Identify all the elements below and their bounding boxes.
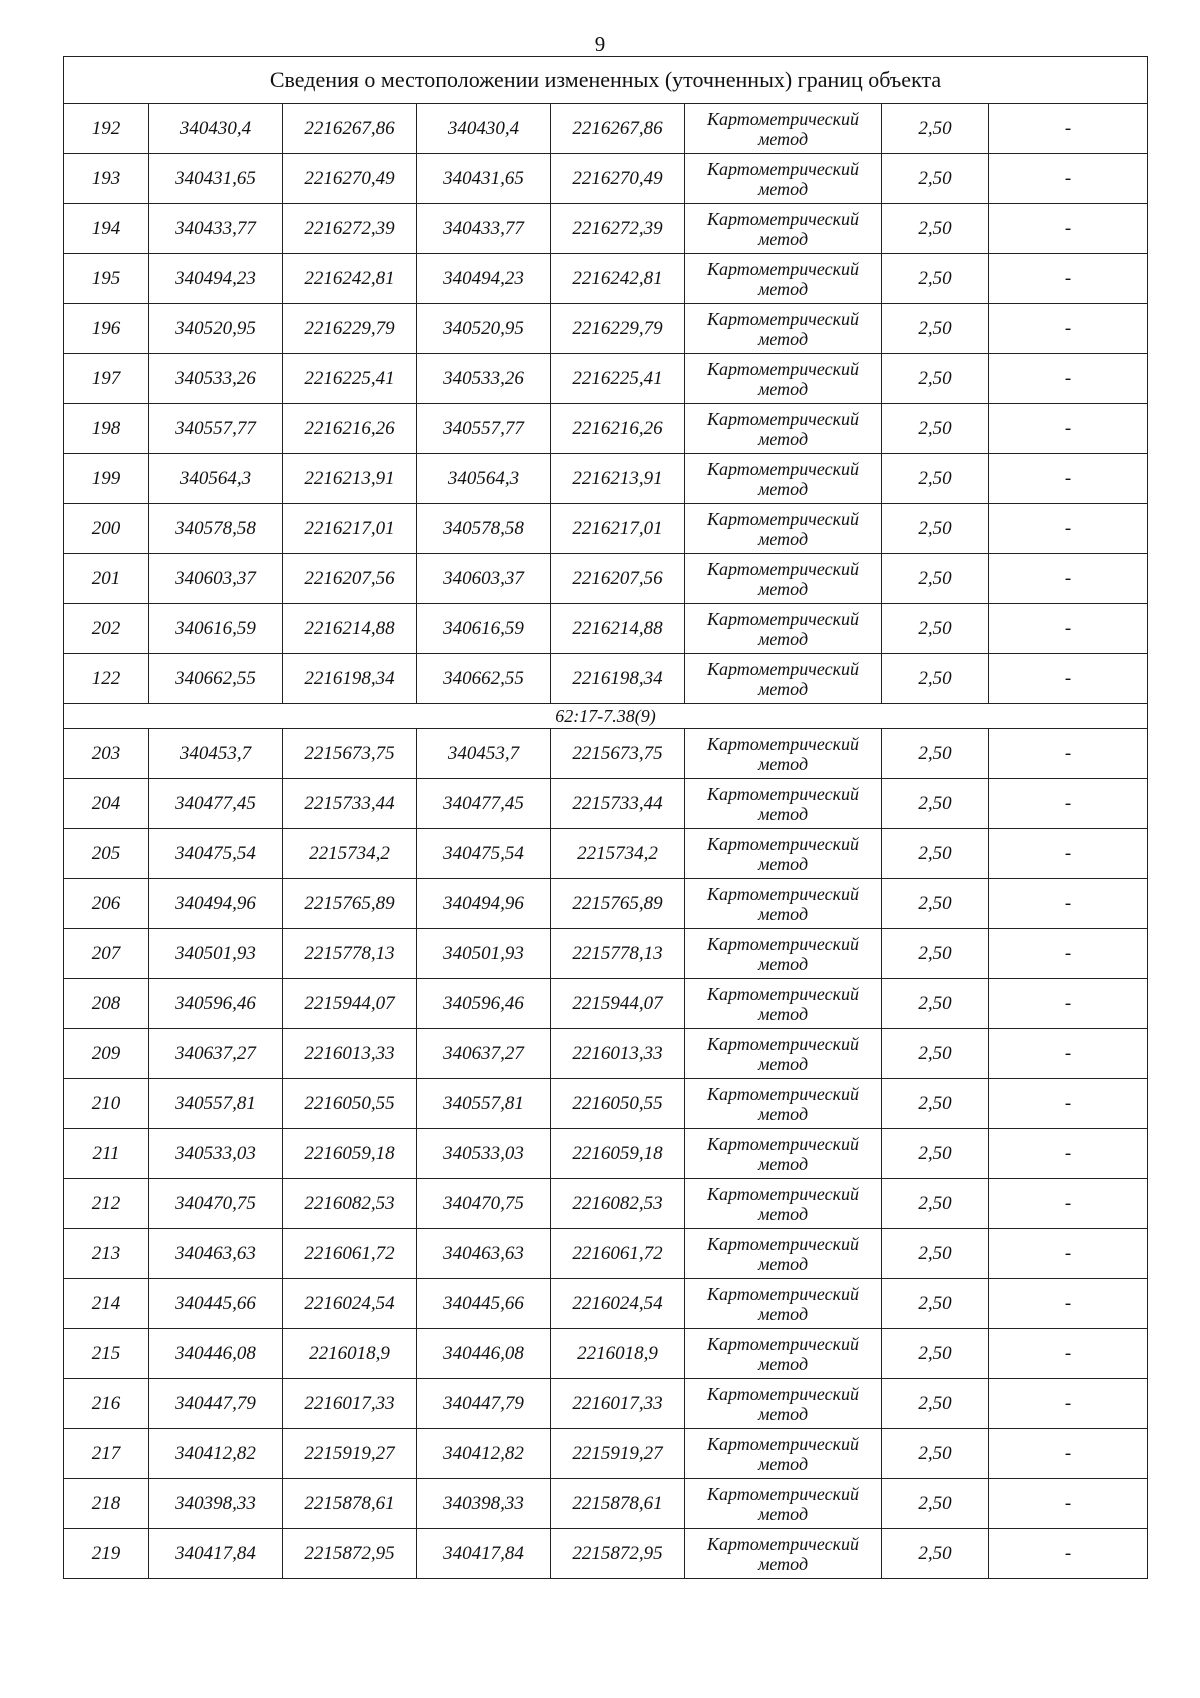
method-cell: Картометрический метод <box>685 1279 882 1329</box>
precision-cell: 2,50 <box>882 1079 989 1129</box>
point-number-cell: 200 <box>64 504 149 554</box>
method-cell: Картометрический метод <box>685 1529 882 1579</box>
table-row <box>64 729 1148 779</box>
method-cell: Картометрический метод <box>685 1179 882 1229</box>
precision-cell: 2,50 <box>882 654 989 704</box>
y-new-cell: 2216061,72 <box>551 1229 685 1279</box>
x-old-cell: 340616,59 <box>149 604 283 654</box>
y-new-cell: 2216225,41 <box>551 354 685 404</box>
precision-cell: 2,50 <box>882 304 989 354</box>
precision-cell: 2,50 <box>882 254 989 304</box>
y-old-cell: 2215765,89 <box>283 879 417 929</box>
precision-cell: 2,50 <box>882 779 989 829</box>
point-number-cell: 210 <box>64 1079 149 1129</box>
precision-cell: 2,50 <box>882 1029 989 1079</box>
table-row <box>64 1229 1148 1279</box>
x-new-cell: 340430,4 <box>417 104 551 154</box>
x-old-cell: 340447,79 <box>149 1379 283 1429</box>
table-row <box>64 404 1148 454</box>
y-new-cell: 2215872,95 <box>551 1529 685 1579</box>
x-old-cell: 340430,4 <box>149 104 283 154</box>
point-number-cell: 199 <box>64 454 149 504</box>
method-cell: Картометрический метод <box>685 304 882 354</box>
y-new-cell: 2215878,61 <box>551 1479 685 1529</box>
x-old-cell: 340494,96 <box>149 879 283 929</box>
y-new-cell: 2216270,49 <box>551 154 685 204</box>
y-old-cell: 2216024,54 <box>283 1279 417 1329</box>
table-row <box>64 154 1148 204</box>
y-new-cell: 2216242,81 <box>551 254 685 304</box>
x-new-cell: 340470,75 <box>417 1179 551 1229</box>
y-new-cell: 2216024,54 <box>551 1279 685 1329</box>
precision-cell: 2,50 <box>882 1129 989 1179</box>
precision-cell: 2,50 <box>882 979 989 1029</box>
table-row <box>64 1379 1148 1429</box>
table-row <box>64 829 1148 879</box>
y-old-cell: 2216013,33 <box>283 1029 417 1079</box>
point-number-cell: 196 <box>64 304 149 354</box>
x-new-cell: 340662,55 <box>417 654 551 704</box>
method-cell: Картометрический метод <box>685 1429 882 1479</box>
y-new-cell: 2216082,53 <box>551 1179 685 1229</box>
y-old-cell: 2216267,86 <box>283 104 417 154</box>
point-number-cell: 219 <box>64 1529 149 1579</box>
y-old-cell: 2216082,53 <box>283 1179 417 1229</box>
y-old-cell: 2216270,49 <box>283 154 417 204</box>
y-new-cell: 2216018,9 <box>551 1329 685 1379</box>
precision-cell: 2,50 <box>882 154 989 204</box>
x-old-cell: 340494,23 <box>149 254 283 304</box>
method-cell: Картометрический метод <box>685 1479 882 1529</box>
y-old-cell: 2216272,39 <box>283 204 417 254</box>
y-new-cell: 2215734,2 <box>551 829 685 879</box>
x-new-cell: 340578,58 <box>417 504 551 554</box>
x-new-cell: 340603,37 <box>417 554 551 604</box>
table-row <box>64 1179 1148 1229</box>
precision-cell: 2,50 <box>882 1429 989 1479</box>
y-old-cell: 2216213,91 <box>283 454 417 504</box>
description-cell: - <box>989 354 1148 404</box>
method-cell: Картометрический метод <box>685 554 882 604</box>
method-cell: Картометрический метод <box>685 1229 882 1279</box>
description-cell: - <box>989 929 1148 979</box>
y-old-cell: 2215778,13 <box>283 929 417 979</box>
table-row <box>64 254 1148 304</box>
section-label-row <box>64 704 1148 729</box>
method-cell: Картометрический метод <box>685 829 882 879</box>
description-cell: - <box>989 979 1148 1029</box>
point-number-cell: 202 <box>64 604 149 654</box>
y-new-cell: 2216207,56 <box>551 554 685 604</box>
y-new-cell: 2216050,55 <box>551 1079 685 1129</box>
precision-cell: 2,50 <box>882 1329 989 1379</box>
precision-cell: 2,50 <box>882 1279 989 1329</box>
x-new-cell: 340431,65 <box>417 154 551 204</box>
x-new-cell: 340637,27 <box>417 1029 551 1079</box>
precision-cell: 2,50 <box>882 354 989 404</box>
point-number-cell: 209 <box>64 1029 149 1079</box>
y-new-cell: 2216059,18 <box>551 1129 685 1179</box>
x-old-cell: 340445,66 <box>149 1279 283 1329</box>
y-old-cell: 2215733,44 <box>283 779 417 829</box>
method-cell: Картометрический метод <box>685 254 882 304</box>
point-number-cell: 215 <box>64 1329 149 1379</box>
y-old-cell: 2216216,26 <box>283 404 417 454</box>
point-number-cell: 217 <box>64 1429 149 1479</box>
x-new-cell: 340533,26 <box>417 354 551 404</box>
x-old-cell: 340477,45 <box>149 779 283 829</box>
x-old-cell: 340433,77 <box>149 204 283 254</box>
point-number-cell: 214 <box>64 1279 149 1329</box>
y-old-cell: 2216229,79 <box>283 304 417 354</box>
y-old-cell: 2215878,61 <box>283 1479 417 1529</box>
table-row <box>64 204 1148 254</box>
method-cell: Картометрический метод <box>685 1029 882 1079</box>
method-cell: Картометрический метод <box>685 454 882 504</box>
x-old-cell: 340533,26 <box>149 354 283 404</box>
x-new-cell: 340501,93 <box>417 929 551 979</box>
description-cell: - <box>989 1129 1148 1179</box>
method-cell: Картометрический метод <box>685 104 882 154</box>
method-cell: Картометрический метод <box>685 1329 882 1379</box>
y-new-cell: 2216272,39 <box>551 204 685 254</box>
point-number-cell: 194 <box>64 204 149 254</box>
x-new-cell: 340557,77 <box>417 404 551 454</box>
x-old-cell: 340446,08 <box>149 1329 283 1379</box>
description-cell: - <box>989 604 1148 654</box>
table-row <box>64 1079 1148 1129</box>
x-old-cell: 340520,95 <box>149 304 283 354</box>
precision-cell: 2,50 <box>882 104 989 154</box>
precision-cell: 2,50 <box>882 554 989 604</box>
y-old-cell: 2215673,75 <box>283 729 417 779</box>
description-cell: - <box>989 154 1148 204</box>
point-number-cell: 122 <box>64 654 149 704</box>
x-new-cell: 340417,84 <box>417 1529 551 1579</box>
description-cell: - <box>989 304 1148 354</box>
point-number-cell: 203 <box>64 729 149 779</box>
x-new-cell: 340453,7 <box>417 729 551 779</box>
point-number-cell: 197 <box>64 354 149 404</box>
description-cell: - <box>989 1329 1148 1379</box>
table-row <box>64 304 1148 354</box>
y-new-cell: 2216013,33 <box>551 1029 685 1079</box>
method-cell: Картометрический метод <box>685 729 882 779</box>
x-old-cell: 340564,3 <box>149 454 283 504</box>
description-cell: - <box>989 779 1148 829</box>
table-row <box>64 554 1148 604</box>
table-row <box>64 1029 1148 1079</box>
x-old-cell: 340470,75 <box>149 1179 283 1229</box>
x-new-cell: 340564,3 <box>417 454 551 504</box>
description-cell: - <box>989 654 1148 704</box>
y-new-cell: 2216213,91 <box>551 454 685 504</box>
y-old-cell: 2215872,95 <box>283 1529 417 1579</box>
method-cell: Картометрический метод <box>685 604 882 654</box>
y-new-cell: 2216198,34 <box>551 654 685 704</box>
method-cell: Картометрический метод <box>685 879 882 929</box>
x-old-cell: 340637,27 <box>149 1029 283 1079</box>
x-old-cell: 340662,55 <box>149 654 283 704</box>
x-old-cell: 340557,81 <box>149 1079 283 1129</box>
x-new-cell: 340596,46 <box>417 979 551 1029</box>
table-row <box>64 879 1148 929</box>
y-old-cell: 2216061,72 <box>283 1229 417 1279</box>
x-new-cell: 340398,33 <box>417 1479 551 1529</box>
precision-cell: 2,50 <box>882 404 989 454</box>
method-cell: Картометрический метод <box>685 1079 882 1129</box>
table-row <box>64 779 1148 829</box>
point-number-cell: 205 <box>64 829 149 879</box>
method-cell: Картометрический метод <box>685 504 882 554</box>
table-row <box>64 979 1148 1029</box>
table-row <box>64 1279 1148 1329</box>
description-cell: - <box>989 254 1148 304</box>
y-new-cell: 2216214,88 <box>551 604 685 654</box>
x-new-cell: 340557,81 <box>417 1079 551 1129</box>
point-number-cell: 193 <box>64 154 149 204</box>
method-cell: Картометрический метод <box>685 1129 882 1179</box>
x-new-cell: 340494,96 <box>417 879 551 929</box>
precision-cell: 2,50 <box>882 204 989 254</box>
y-old-cell: 2216225,41 <box>283 354 417 404</box>
precision-cell: 2,50 <box>882 929 989 979</box>
x-new-cell: 340463,63 <box>417 1229 551 1279</box>
y-new-cell: 2215778,13 <box>551 929 685 979</box>
precision-cell: 2,50 <box>882 1229 989 1279</box>
x-new-cell: 340475,54 <box>417 829 551 879</box>
table-row <box>64 929 1148 979</box>
x-old-cell: 340417,84 <box>149 1529 283 1579</box>
y-old-cell: 2216242,81 <box>283 254 417 304</box>
x-new-cell: 340447,79 <box>417 1379 551 1429</box>
table-row <box>64 104 1148 154</box>
method-cell: Картометрический метод <box>685 204 882 254</box>
point-number-cell: 207 <box>64 929 149 979</box>
x-new-cell: 340494,23 <box>417 254 551 304</box>
point-number-cell: 198 <box>64 404 149 454</box>
x-old-cell: 340557,77 <box>149 404 283 454</box>
y-new-cell: 2215733,44 <box>551 779 685 829</box>
y-old-cell: 2215919,27 <box>283 1429 417 1479</box>
point-number-cell: 211 <box>64 1129 149 1179</box>
description-cell: - <box>989 879 1148 929</box>
description-cell: - <box>989 1179 1148 1229</box>
description-cell: - <box>989 1229 1148 1279</box>
x-new-cell: 340533,03 <box>417 1129 551 1179</box>
description-cell: - <box>989 729 1148 779</box>
precision-cell: 2,50 <box>882 1379 989 1429</box>
method-cell: Картометрический метод <box>685 779 882 829</box>
description-cell: - <box>989 554 1148 604</box>
y-old-cell: 2216207,56 <box>283 554 417 604</box>
x-old-cell: 340501,93 <box>149 929 283 979</box>
method-cell: Картометрический метод <box>685 154 882 204</box>
description-cell: - <box>989 1029 1148 1079</box>
table-row <box>64 1129 1148 1179</box>
section-label: 62:17-7.38(9) <box>64 704 1148 729</box>
table-row <box>64 1529 1148 1579</box>
table-row <box>64 1329 1148 1379</box>
method-cell: Картометрический метод <box>685 979 882 1029</box>
table-row <box>64 504 1148 554</box>
precision-cell: 2,50 <box>882 504 989 554</box>
x-old-cell: 340533,03 <box>149 1129 283 1179</box>
x-new-cell: 340520,95 <box>417 304 551 354</box>
table-title-row <box>64 57 1148 104</box>
table-row <box>64 1479 1148 1529</box>
x-new-cell: 340445,66 <box>417 1279 551 1329</box>
x-new-cell: 340616,59 <box>417 604 551 654</box>
y-old-cell: 2216050,55 <box>283 1079 417 1129</box>
table-row <box>64 1429 1148 1479</box>
y-old-cell: 2216214,88 <box>283 604 417 654</box>
description-cell: - <box>989 404 1148 454</box>
description-cell: - <box>989 1529 1148 1579</box>
y-old-cell: 2216198,34 <box>283 654 417 704</box>
point-number-cell: 218 <box>64 1479 149 1529</box>
point-number-cell: 208 <box>64 979 149 1029</box>
page-number: 9 <box>594 32 606 56</box>
precision-cell: 2,50 <box>882 1479 989 1529</box>
point-number-cell: 216 <box>64 1379 149 1429</box>
precision-cell: 2,50 <box>882 1179 989 1229</box>
y-new-cell: 2216216,26 <box>551 404 685 454</box>
y-new-cell: 2215944,07 <box>551 979 685 1029</box>
point-number-cell: 201 <box>64 554 149 604</box>
description-cell: - <box>989 504 1148 554</box>
description-cell: - <box>989 454 1148 504</box>
table-title: Сведения о местоположении измененных (уточненных) границ объекта <box>64 57 1148 104</box>
point-number-cell: 192 <box>64 104 149 154</box>
x-new-cell: 340412,82 <box>417 1429 551 1479</box>
precision-cell: 2,50 <box>882 829 989 879</box>
x-new-cell: 340446,08 <box>417 1329 551 1379</box>
description-cell: - <box>989 1429 1148 1479</box>
description-cell: - <box>989 1079 1148 1129</box>
y-old-cell: 2216217,01 <box>283 504 417 554</box>
table-row <box>64 654 1148 704</box>
method-cell: Картометрический метод <box>685 1379 882 1429</box>
y-old-cell: 2215944,07 <box>283 979 417 1029</box>
x-new-cell: 340477,45 <box>417 779 551 829</box>
description-cell: - <box>989 829 1148 879</box>
point-number-cell: 213 <box>64 1229 149 1279</box>
description-cell: - <box>989 204 1148 254</box>
description-cell: - <box>989 1379 1148 1429</box>
y-new-cell: 2215765,89 <box>551 879 685 929</box>
point-number-cell: 195 <box>64 254 149 304</box>
x-old-cell: 340603,37 <box>149 554 283 604</box>
y-old-cell: 2215734,2 <box>283 829 417 879</box>
description-cell: - <box>989 104 1148 154</box>
description-cell: - <box>989 1279 1148 1329</box>
y-old-cell: 2216017,33 <box>283 1379 417 1429</box>
y-old-cell: 2216018,9 <box>283 1329 417 1379</box>
method-cell: Картометрический метод <box>685 354 882 404</box>
table-row <box>64 454 1148 504</box>
y-new-cell: 2216229,79 <box>551 304 685 354</box>
x-old-cell: 340412,82 <box>149 1429 283 1479</box>
x-old-cell: 340398,33 <box>149 1479 283 1529</box>
precision-cell: 2,50 <box>882 454 989 504</box>
point-number-cell: 204 <box>64 779 149 829</box>
y-new-cell: 2215673,75 <box>551 729 685 779</box>
x-old-cell: 340431,65 <box>149 154 283 204</box>
description-cell: - <box>989 1479 1148 1529</box>
x-old-cell: 340463,63 <box>149 1229 283 1279</box>
precision-cell: 2,50 <box>882 729 989 779</box>
x-old-cell: 340596,46 <box>149 979 283 1029</box>
point-number-cell: 212 <box>64 1179 149 1229</box>
method-cell: Картометрический метод <box>685 929 882 979</box>
x-old-cell: 340578,58 <box>149 504 283 554</box>
x-old-cell: 340475,54 <box>149 829 283 879</box>
x-old-cell: 340453,7 <box>149 729 283 779</box>
point-number-cell: 206 <box>64 879 149 929</box>
table-row <box>64 354 1148 404</box>
x-new-cell: 340433,77 <box>417 204 551 254</box>
precision-cell: 2,50 <box>882 1529 989 1579</box>
y-new-cell: 2215919,27 <box>551 1429 685 1479</box>
method-cell: Картометрический метод <box>685 404 882 454</box>
y-new-cell: 2216217,01 <box>551 504 685 554</box>
y-new-cell: 2216267,86 <box>551 104 685 154</box>
y-new-cell: 2216017,33 <box>551 1379 685 1429</box>
y-old-cell: 2216059,18 <box>283 1129 417 1179</box>
boundary-coordinates-table <box>63 56 1148 1579</box>
method-cell: Картометрический метод <box>685 654 882 704</box>
table-row <box>64 604 1148 654</box>
precision-cell: 2,50 <box>882 879 989 929</box>
precision-cell: 2,50 <box>882 604 989 654</box>
